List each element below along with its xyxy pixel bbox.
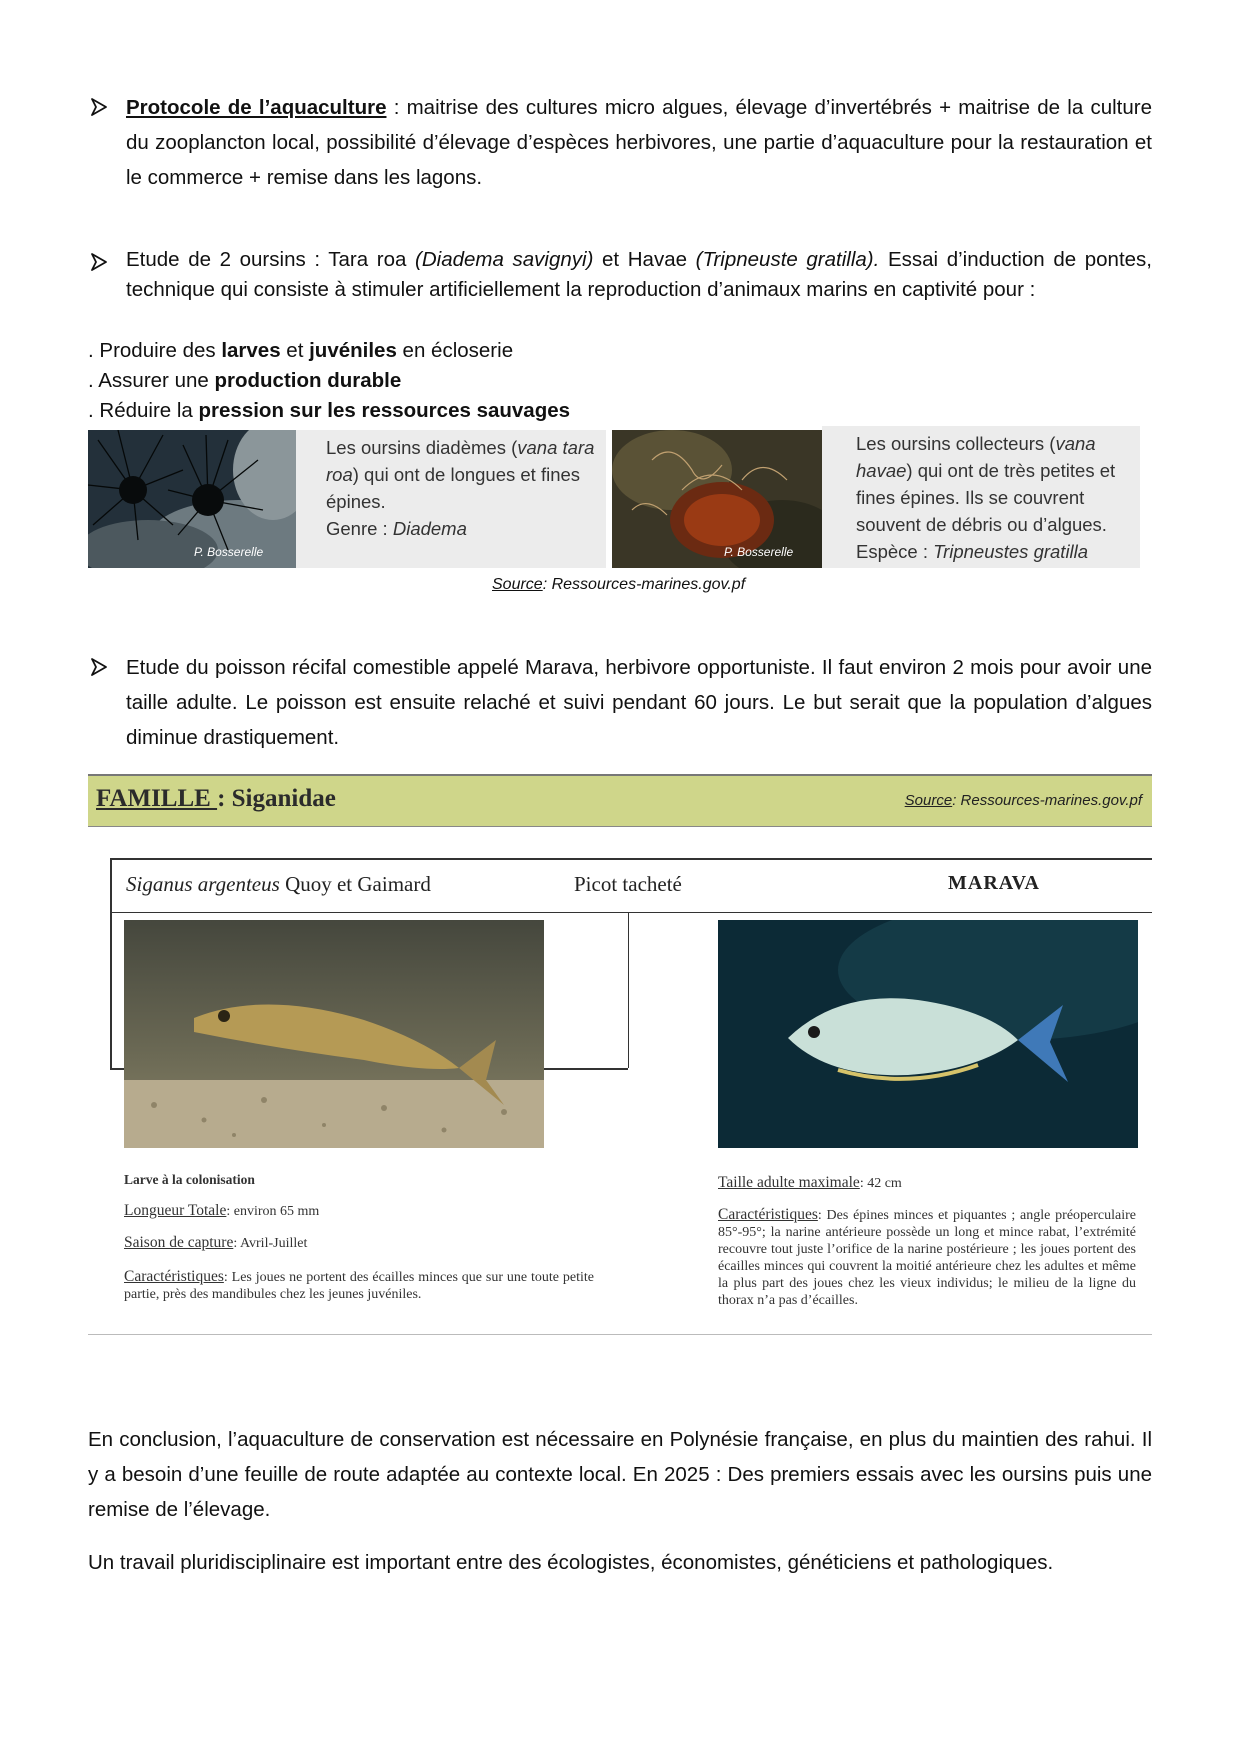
- adult-size: Taille adulte maximale: 42 cm: [718, 1174, 902, 1191]
- larva-heading: Larve à la colonisation: [124, 1172, 255, 1187]
- tripneustes-photo: [612, 430, 822, 568]
- closing-paragraph: Un travail pluridisciplinaire est important entre des écologistes, économistes, généticiens et pathologiques.: [88, 1551, 1054, 1574]
- common-name: Picot tacheté: [574, 872, 682, 896]
- species-tripneuste: (Tripneuste gratilla).: [695, 248, 880, 271]
- urchin-text-3: Essai d’induction de pontes, technique qui consiste à stimuler artificiellement la reproduction d’animaux marins en captivité pour :: [126, 248, 1152, 301]
- photo-credit: P. Bosserelle: [724, 545, 794, 559]
- larva-season: Saison de capture: Avril-Juillet: [124, 1234, 308, 1251]
- list-item: . Produire des larves et juvéniles en écloserie: [88, 339, 514, 362]
- list-item: . Assurer une production durable: [88, 369, 402, 392]
- aquaculture-protocol-paragraph: [126, 90, 1152, 195]
- protocol-title: Protocole de l’aquaculture: [126, 96, 387, 119]
- bullet-arrow-icon: [90, 658, 108, 676]
- family-title: FAMILLE : Siganidae: [96, 785, 336, 812]
- local-name: MARAVA: [948, 872, 1040, 894]
- urchin-source: Source: Ressources-marines.gov.pf: [492, 576, 746, 593]
- tripneustes-caption: Les oursins collecteurs (vana havae) qui ont de très petites et fines épines. Ils se couvrent souvent de débris ou d’algues. Espèce : Tripneustes gratilla: [822, 426, 1140, 568]
- fish-sheet: [88, 774, 1152, 1336]
- larva-photo: [124, 920, 544, 1148]
- adult-characteristics: Caractéristiques: Des épines minces et piquantes ; angle préoperculaire 85°-95°; la narine antérieure possède un long et mince rabat, l’extrémité recouvre tout juste l’orifice de la narine postérieure ; les joues portent des écailles minces qui couvrent la moitié antérieure chez les adultes et même la plus part des joues chez les vieux individus; le milieu de la ligne du thorax n’a pas d’écailles.: [718, 1206, 1136, 1308]
- marava-study-paragraph: Etude du poisson récifal comestible appelé Marava, herbivore opportuniste. Il faut environ 2 mois pour avoir une taille adulte. Le poisson est ensuite relaché et suivi pendant 60 jours. Le but serait que la population d’algues diminue drastiquement.: [126, 656, 1152, 749]
- list-item: . Réduire la pression sur les ressources sauvages: [88, 399, 571, 422]
- urchin-text-1: Etude de 2 oursins : Tara roa: [126, 248, 416, 271]
- sheet-source: Source: Ressources-marines.gov.pf: [904, 792, 1142, 809]
- larva-characteristics: Caractéristiques: Les joues ne portent des écailles minces que sur une toute petite partie, près des mandibules chez les jeunes juvéniles.: [124, 1268, 594, 1302]
- photo-credit: P. Bosserelle: [194, 545, 264, 559]
- species-diadema: (Diadema savignyi): [415, 248, 594, 271]
- adult-photo: [718, 920, 1138, 1148]
- diadema-photo: [88, 430, 296, 568]
- diadema-caption: Les oursins diadèmes (vana tara roa) qui ont de longues et fines épines. Genre : Diadema: [296, 430, 606, 568]
- bullet-arrow-icon: [90, 253, 108, 271]
- protocol-text: : maitrise des cultures micro algues, élevage d’invertébrés + maitrise de la culture du zooplancton local, possibilité d’élevage d’espèces herbivores, une partie d’aquaculture pour la restauration et le commerce + remise dans les lagons.: [126, 96, 1152, 189]
- urchin-study-paragraph: [126, 245, 1152, 305]
- larva-length: Longueur Totale: environ 65 mm: [124, 1202, 320, 1219]
- species-name-row: Siganus argenteus Quoy et Gaimard: [126, 872, 431, 896]
- urchin-text-2: et Havae: [593, 248, 696, 271]
- family-band: [88, 774, 1152, 827]
- conclusion-paragraph: En conclusion, l’aquaculture de conservation est nécessaire en Polynésie française, en plus du maintien des rahui. Il y a besoin d’une feuille de route adaptée au contexte local. En 2025 : Des premiers essais avec les oursins puis une remise de l’élevage.: [88, 1428, 1152, 1521]
- bullet-arrow-icon: [90, 98, 108, 116]
